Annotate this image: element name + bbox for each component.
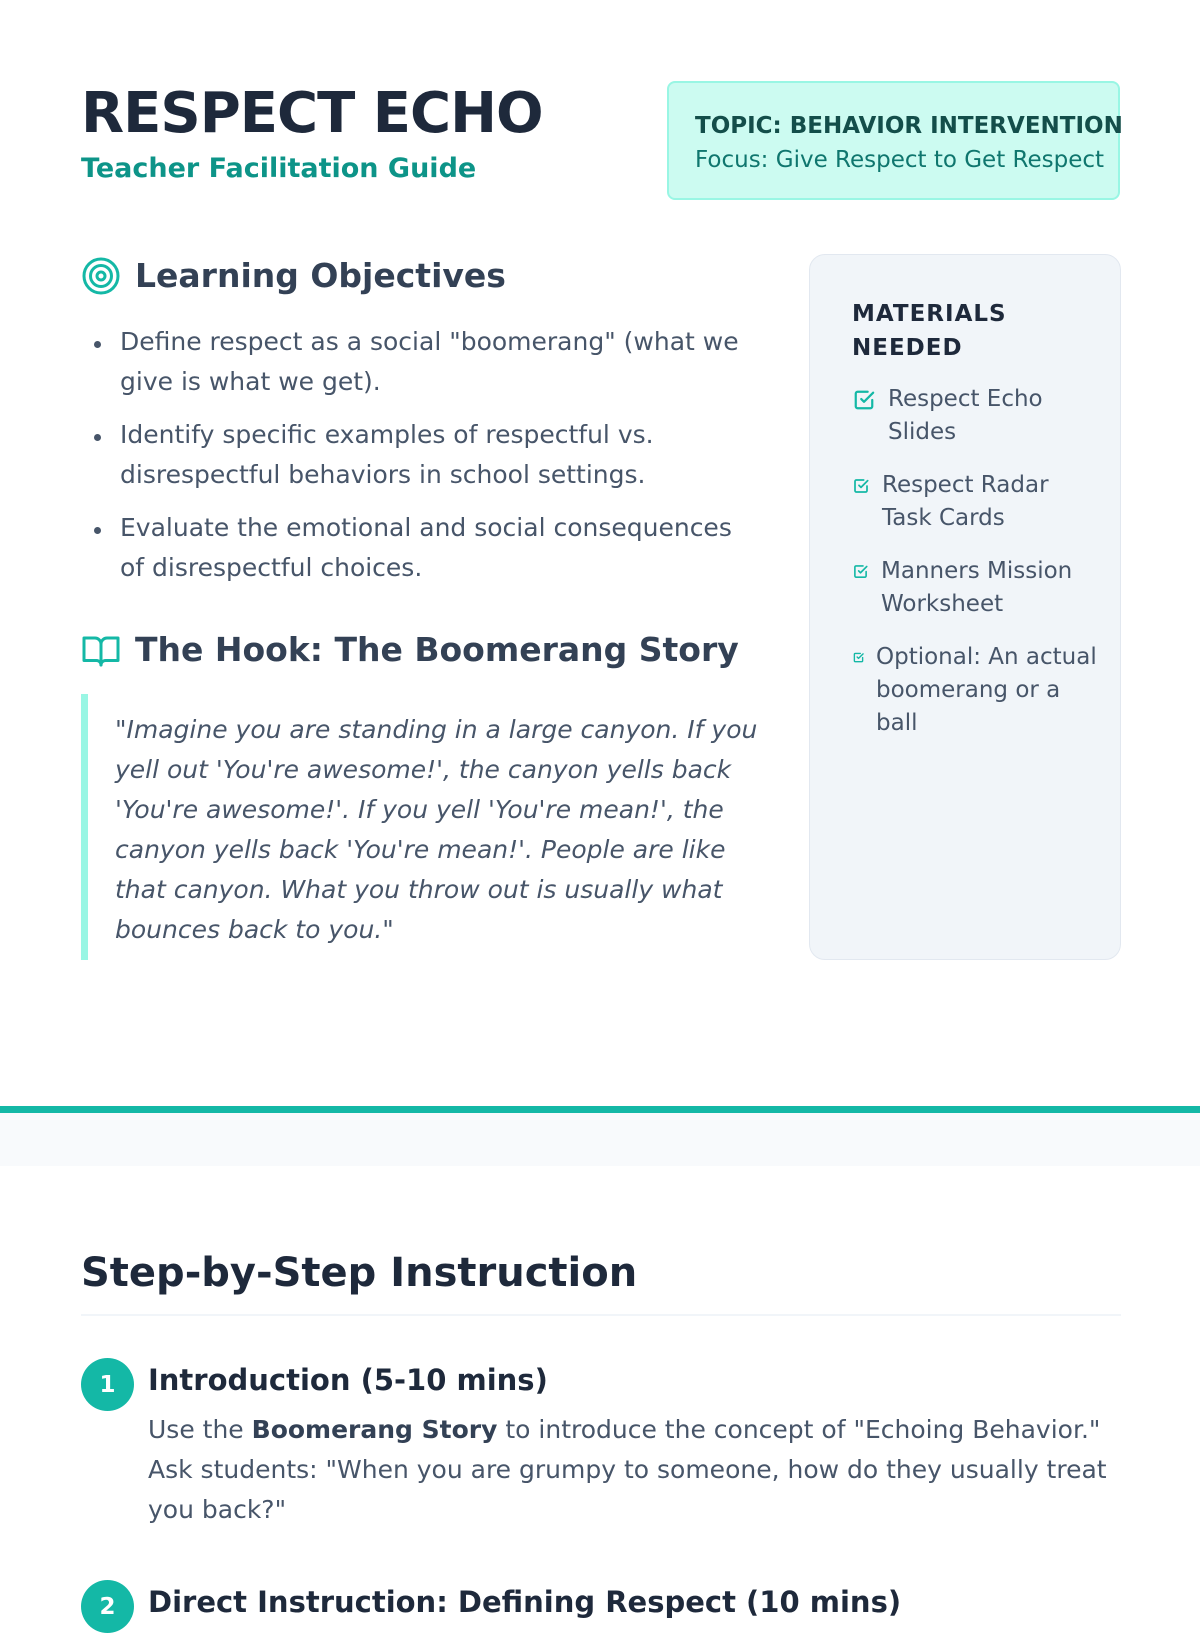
materials-item-label: Optional: An actual boomerang or a ball bbox=[876, 644, 1097, 736]
objective-item: Identify specific examples of respectful vs. disrespectful behaviors in school settings. bbox=[92, 415, 752, 495]
document-subtitle: Teacher Facilitation Guide bbox=[81, 153, 477, 184]
step-body-emphasis: Boomerang Story bbox=[251, 1415, 498, 1444]
materials-panel bbox=[809, 254, 1121, 960]
document-title: RESPECT ECHO bbox=[81, 81, 543, 146]
topic-label: TOPIC: BEHAVIOR INTERVENTION bbox=[695, 113, 1123, 139]
objectives-list bbox=[92, 322, 752, 601]
step-number-badge: 2 bbox=[81, 1580, 134, 1633]
step-body-text: to introduce the concept of "Echoing Behavior." Ask students: "When you are grumpy to someone, how do they usually treat you back?" bbox=[148, 1415, 1107, 1524]
steps-title: Step-by-Step Instruction bbox=[81, 1250, 638, 1296]
hook-heading bbox=[81, 630, 739, 670]
step-title: Introduction (5-10 mins) bbox=[148, 1363, 548, 1397]
materials-item-label: Respect Radar Task Cards bbox=[882, 472, 1049, 531]
steps-title-rule bbox=[81, 1314, 1121, 1316]
check-square-icon bbox=[852, 469, 870, 502]
hook-heading-text: The Hook: The Boomerang Story bbox=[135, 630, 739, 669]
check-square-icon bbox=[852, 641, 864, 674]
step-item bbox=[81, 1580, 1121, 1640]
book-open-icon bbox=[81, 630, 121, 670]
step-title: Direct Instruction: Defining Respect (10 mins) bbox=[148, 1585, 902, 1619]
materials-item-label: Manners Mission Worksheet bbox=[881, 558, 1073, 617]
objectives-heading bbox=[81, 256, 506, 296]
step-item bbox=[81, 1358, 1121, 1538]
objective-item: Evaluate the emotional and social consequences of disrespectful choices. bbox=[92, 508, 752, 588]
objective-item: Define respect as a social "boomerang" (what we give is what we get). bbox=[92, 322, 752, 402]
materials-item bbox=[852, 383, 1100, 449]
section-divider bbox=[0, 1106, 1200, 1166]
check-square-icon bbox=[852, 383, 876, 416]
step-body bbox=[148, 1410, 1128, 1530]
objectives-heading-text: Learning Objectives bbox=[135, 256, 506, 295]
materials-title: MATERIALS NEEDED bbox=[852, 301, 1007, 361]
materials-item bbox=[852, 555, 1100, 621]
check-square-icon bbox=[852, 555, 869, 588]
step-body-text: Use the bbox=[148, 1415, 252, 1444]
topic-box bbox=[667, 81, 1123, 200]
materials-item bbox=[852, 641, 1100, 740]
target-icon bbox=[81, 256, 121, 296]
hook-quote: "Imagine you are standing in a large canyon. If you yell out 'You're awesome!', the canyon yells back 'You're awesome!'. If you yell 'You're mean!', the canyon yells back 'You're mean!'. People are like that canyon. What you throw out is usually what bounces back to you." bbox=[81, 694, 761, 960]
materials-item bbox=[852, 469, 1100, 535]
topic-focus: Focus: Give Respect to Get Respect bbox=[695, 147, 1105, 173]
materials-item-label: Respect Echo Slides bbox=[888, 386, 1043, 445]
step-number-badge: 1 bbox=[81, 1358, 134, 1411]
